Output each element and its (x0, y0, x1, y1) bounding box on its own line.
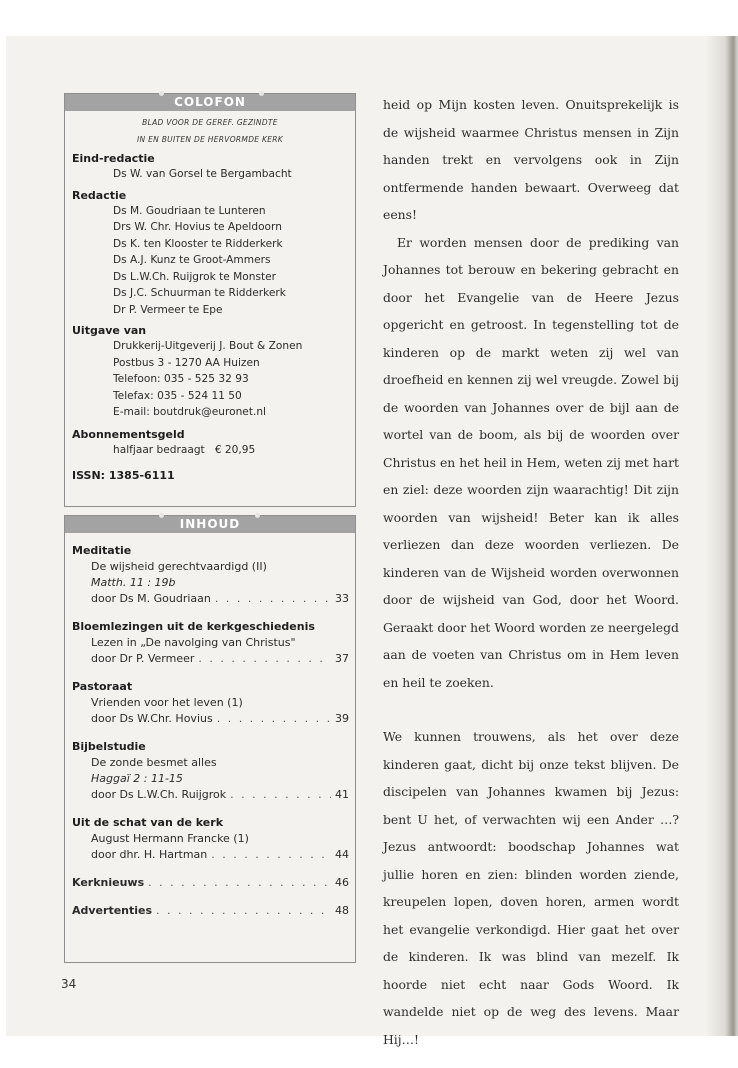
toc-author: door Dr P. Vermeer (91, 652, 195, 665)
toc-page-number: 41 (335, 788, 349, 801)
header-ornament (159, 91, 164, 96)
toc-page-number: 39 (335, 712, 349, 725)
toc-author: door dhr. H. Hartman (91, 848, 208, 861)
paragraph-3: We kunnen trouwens, als het over deze kinderen gaat, dicht bij onze tekst blijven. De discipelen van Johannes kwamen bij Jezus: bent U het, of verwachten wij een Ander …? Jezus antwoordt: boodschap Johannes wat jullie horen en zien: blinden worden ziende, kreupelen lopen, doven horen, armen wordt het evangelie verkondigd. Hier gaat het over de kinderen. Ik was blind van mezelf. Ik hoorde niet echt naar Gods Woord. Ik wandelde niet op de weg des levens. Maar Hij…! (383, 729, 679, 1047)
toc-page-number: 33 (335, 592, 349, 605)
toc-leader (217, 711, 331, 727)
toc-article-title: De wijsheid gerechtvaardigd (II) (91, 560, 267, 573)
toc-author: door Ds M. Goudriaan (91, 592, 211, 605)
toc-author: door Ds W.Chr. Hovius (91, 712, 213, 725)
eindredactie-label: Eind-redactie (72, 152, 155, 165)
uitgave-email: E-mail: boutdruk@euronet.nl (113, 406, 266, 418)
article-body (383, 91, 679, 1053)
colofon-subtitle-1: BLAD VOOR DE GEREF. GEZINDTE (142, 118, 278, 127)
uitgave-line: Postbus 3 - 1270 AA Huizen (113, 356, 260, 369)
redactie-member: Ds K. ten Klooster te Ridderkerk (113, 237, 283, 250)
redactie-member: Ds J.C. Schuurman te Ridderkerk (113, 287, 286, 299)
uitgave-line: Telefax: 035 - 524 11 50 (113, 389, 242, 402)
redactie-label: Redactie (72, 188, 127, 202)
header-ornament (259, 91, 264, 96)
redactie-member: Ds A.J. Kunz te Groot-Ammers (113, 254, 271, 266)
toc-article-title: August Hermann Francke (1) (91, 832, 249, 845)
uitgave-line: Drukkerij-Uitgeverij J. Bout & Zonen (113, 340, 303, 352)
toc-section-pastoraat: Pastoraat (72, 680, 133, 693)
toc-entry-kerknieuws[interactable] (72, 875, 349, 891)
issn: ISSN: 1385-6111 (72, 469, 175, 482)
toc-leader (230, 787, 331, 803)
abonnement-label: Abonnementsgeld (72, 427, 185, 441)
toc-entry-pastoraat[interactable] (91, 711, 349, 727)
toc-section-schat: Uit de schat van de kerk (72, 816, 224, 829)
toc-leader (148, 875, 331, 891)
paragraph-2: Er worden mensen door de prediking van Johannes tot berouw en bekering gebracht en door het Evangelie van de Heere Jezus opgericht en getroost. In tegenstelling tot de kinderen op de markt weten zij wel van droefheid en kennen zij wel vreugde. Zowel bij de woorden van Johannes over de bijl aan de wortel van de boom, als bij de woorden over Christus en het heil in Hem, weten zij met hart en ziel: deze woorden zijn waarachtig! Dit zijn woorden van wijsheid! Beter kan ik alles verliezen dan deze woorden verliezen. De kinderen van de Wijsheid worden overwonnen door de wijsheid van God, door het Woord. Geraakt door het Woord worden ze neergelegd aan de voeten van Christus om in Hem leven en heil te zoeken. (383, 234, 679, 690)
toc-page-number: 44 (335, 848, 349, 861)
toc-entry-schat[interactable] (91, 847, 349, 863)
toc-leader (198, 651, 331, 667)
toc-page-number: 48 (335, 904, 349, 917)
toc-author: door Ds L.W.Ch. Ruijgrok (91, 788, 227, 801)
toc-leader (211, 847, 331, 863)
toc-section-meditatie: Meditatie (72, 544, 132, 557)
redactie-member: Ds M. Goudriaan te Lunteren (113, 204, 266, 217)
toc-section-kerknieuws: Kerknieuws (72, 876, 145, 889)
uitgave-line: Telefoon: 035 - 525 32 93 (113, 373, 249, 385)
inhoud-header (65, 516, 355, 533)
uitgave-label: Uitgave van (72, 324, 147, 337)
toc-article-title: Lezen in „De navolging van Christus" (91, 636, 296, 649)
toc-article-title: Vrienden voor het leven (1) (91, 696, 243, 709)
toc-section-bloemlezingen: Bloemlezingen uit de kerkgeschiedenis (72, 620, 315, 633)
eindredactie-name: Ds W. van Gorsel te Bergambacht (113, 168, 292, 180)
toc-bible-reference: Matth. 11 : 19b (91, 576, 176, 589)
colofon-header (65, 94, 355, 111)
toc-leader (156, 903, 331, 919)
toc-page-number: 37 (335, 652, 349, 665)
abonnement-price: halfjaar bedraagt € 20,95 (113, 443, 256, 456)
redactie-member: Ds L.W.Ch. Ruijgrok te Monster (113, 270, 277, 283)
header-ornament (159, 513, 164, 518)
toc-article-title: De zonde besmet alles (91, 756, 217, 769)
colofon-box (64, 93, 356, 507)
toc-entry-meditatie[interactable] (91, 591, 349, 607)
inhoud-box (64, 515, 356, 963)
toc-leader (215, 591, 331, 607)
toc-section-advertenties: Advertenties (72, 904, 153, 917)
redactie-member: Drs W. Chr. Hovius te Apeldoorn (113, 221, 282, 233)
toc-bible-reference: Haggaï 2 : 11-15 (91, 772, 183, 785)
header-ornament (255, 513, 260, 518)
toc-entry-bijbelstudie[interactable] (91, 787, 349, 803)
toc-entry-advertenties[interactable] (72, 903, 349, 919)
toc-section-bijbelstudie: Bijbelstudie (72, 740, 146, 753)
page-number: 34 (61, 977, 77, 991)
paragraph-1: heid op Mijn kosten leven. Onuitsprekelijk is de wijsheid waarmee Christus mensen in Zijn handen trekt en vervolgens ook in Zijn ontfermende handen bewaart. Overweeg dat eens! (383, 97, 679, 222)
redactie-member: Dr P. Vermeer te Epe (113, 303, 223, 316)
page-gutter (706, 36, 738, 1036)
toc-page-number: 46 (335, 876, 349, 889)
colofon-subtitle-2: IN EN BUITEN DE HERVORMDE KERK (137, 135, 283, 144)
colofon-title: COLOFON (174, 95, 246, 109)
toc-entry-bloemlezingen[interactable] (91, 651, 349, 667)
inhoud-title: INHOUD (179, 517, 241, 531)
